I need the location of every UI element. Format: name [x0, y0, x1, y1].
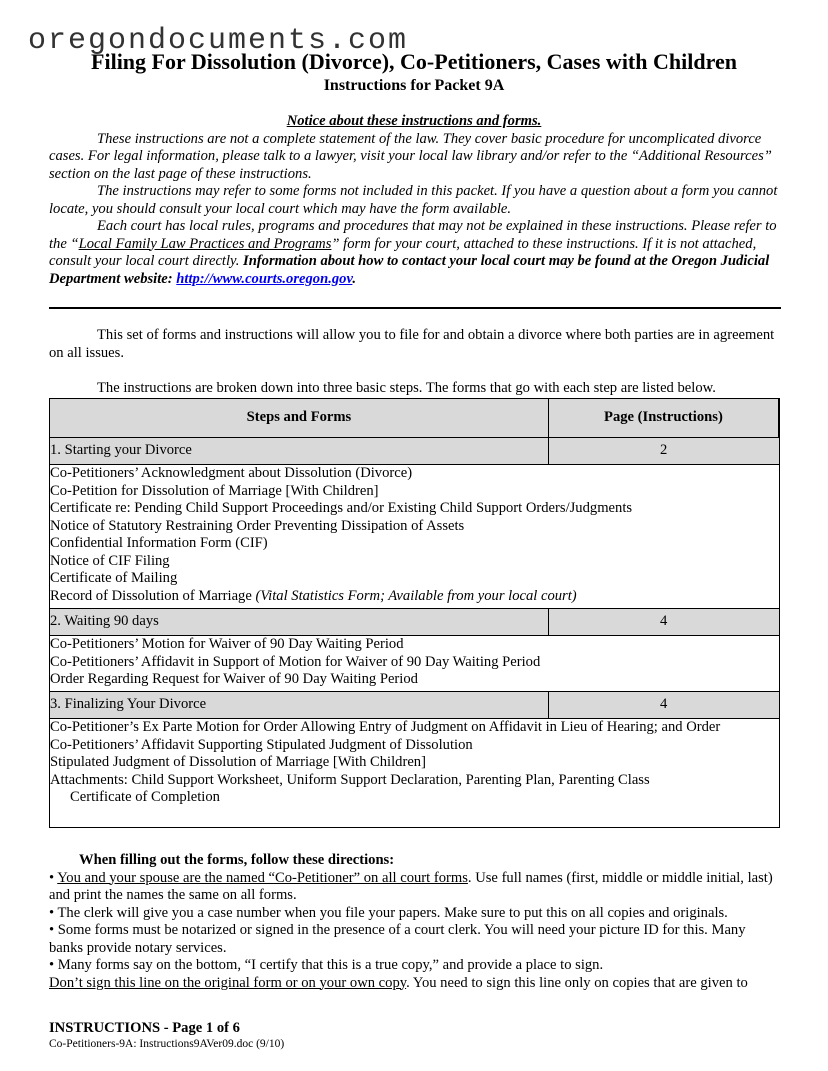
- form-item: Co-Petitioner’s Ex Parte Motion for Order Allowing Entry of Judgment on Affidavit in Lieu of Hearing; and Order: [50, 719, 721, 735]
- direction-item: [49, 975, 779, 993]
- form-item-note: (Vital Statistics Form; Available from your local court): [255, 587, 577, 604]
- notice-heading: Notice about these instructions and forms.: [286, 113, 542, 129]
- form-item: Attachments: Child Support Worksheet, Uniform Support Declaration, Parenting Plan, Parenting Class: [50, 771, 650, 788]
- document-title: Filing For Dissolution (Divorce), Co-Petitioners, Cases with Children: [91, 49, 737, 74]
- form-item: Notice of Statutory Restraining Order Preventing Dissipation of Assets: [50, 517, 465, 534]
- notice-section: [49, 113, 779, 288]
- column-header-steps: Steps and Forms: [50, 399, 549, 438]
- form-item: Certificate re: Pending Child Support Proceedings and/or Existing Child Support Orders/Judgments: [50, 500, 633, 516]
- direction-text: Some forms must be notarized or signed in the presence of a court clerk. You will need your picture ID for this. Many banks provide notary services.: [49, 922, 746, 956]
- direction-item: [49, 957, 779, 975]
- step-label: 2. Waiting 90 days: [50, 609, 549, 636]
- direction-emphasis: Don’t sign this line on the original form or on your own copy: [49, 974, 407, 991]
- form-item: Confidential Information Form (CIF): [50, 535, 268, 551]
- direction-item: [49, 922, 779, 957]
- form-item: Order Regarding Request for Waiver of 90 Day Waiting Period: [50, 671, 418, 687]
- step-label: 1. Starting your Divorce: [50, 438, 549, 465]
- form-item: Certificate of Mailing: [50, 570, 178, 586]
- intro-paragraph-1: This set of forms and instructions will allow you to file for and obtain a divorce where both parties are in agreement on all issues.: [49, 327, 775, 361]
- notice-paragraph-2: The instructions may refer to some forms not included in this packet. If you have a question about a form you cannot locate, you should consult your local court which may have the form available.: [49, 183, 778, 217]
- form-item-continuation: Certificate of Completion: [70, 789, 220, 805]
- step-page: 4: [548, 692, 779, 719]
- bullet-icon: •: [49, 957, 55, 973]
- step-page: 2: [548, 438, 779, 465]
- form-item: Stipulated Judgment of Dissolution of Marriage [With Children]: [50, 754, 426, 770]
- forms-row: [50, 719, 780, 828]
- forms-list: [50, 719, 780, 828]
- section-divider: [49, 307, 781, 309]
- bullet-icon: •: [49, 922, 55, 938]
- form-item-text: Record of Dissolution of Marriage: [50, 587, 256, 604]
- court-contact-info: Information about how to contact your local court may be found at the Oregon Judicial Department website:: [49, 253, 770, 287]
- form-item: Co-Petitioners’ Motion for Waiver of 90 Day Waiting Period: [50, 636, 404, 652]
- watermark: oregondocuments.com: [28, 24, 409, 58]
- forms-list: [50, 465, 780, 609]
- forms-list: [50, 636, 780, 692]
- notice-p3-text-2: ” form for your court, attached to these instructions. If it is not attached, consult your local court directly.: [49, 235, 757, 269]
- document-subtitle: Instructions for Packet 9A: [323, 77, 505, 94]
- direction-item: [49, 905, 779, 923]
- courts-website-link[interactable]: http://www.courts.oregon.gov: [176, 270, 353, 287]
- direction-item: [49, 870, 779, 905]
- bullet-icon: •: [49, 869, 55, 886]
- notice-paragraph-1: These instructions are not a complete statement of the law. They cover basic procedure for uncomplicated divorce cases. For legal information, please talk to a lawyer, visit your local law library and/or refer to the “Additional Resources” section on the last page of these instructions.: [49, 130, 772, 182]
- steps-and-forms-table: [49, 398, 780, 828]
- direction-text: . You need to sign this line only on copies that are given to: [406, 974, 748, 991]
- direction-text: The clerk will give you a case number when you file your papers. Make sure to put this on all copies and originals.: [57, 904, 728, 921]
- form-item: Co-Petition for Dissolution of Marriage [With Children]: [50, 482, 379, 499]
- forms-row: [50, 636, 780, 692]
- footer-page-number: INSTRUCTIONS - Page 1 of 6: [49, 1020, 240, 1036]
- notice-p3-end: .: [352, 270, 357, 287]
- direction-emphasis: You and your spouse are the named “Co-Petitioner” on all court forms: [57, 869, 468, 886]
- notice-p3-text: Each court has local rules, programs and procedures that may not be explained in these instructions. Please refer to the “: [49, 218, 777, 252]
- column-header-page: Page (Instructions): [548, 399, 779, 438]
- forms-row: [50, 465, 780, 609]
- step-row: [50, 609, 780, 636]
- step-page: 4: [548, 609, 779, 636]
- form-item: Notice of CIF Filing: [50, 552, 170, 569]
- footer-file-info: Co-Petitioners-9A: Instructions9AVer09.doc (9/10): [49, 1038, 285, 1050]
- table-header-row: [50, 399, 780, 438]
- notice-paragraph-3: [49, 218, 779, 288]
- intro-paragraph-2: The instructions are broken down into three basic steps. The forms that go with each step are listed below.: [97, 380, 716, 396]
- direction-text: . Use full names (first, middle or middle initial, last) and print the names the same on all forms.: [49, 869, 773, 903]
- direction-text: Many forms say on the bottom, “I certify that this is a true copy,” and provide a place to sign.: [57, 957, 604, 973]
- local-practices-form-name: Local Family Law Practices and Programs: [78, 235, 332, 252]
- form-item: Co-Petitioners’ Affidavit Supporting Stipulated Judgment of Dissolution: [50, 736, 473, 753]
- form-item: Co-Petitioners’ Affidavit in Support of Motion for Waiver of 90 Day Waiting Period: [50, 653, 541, 670]
- step-label: 3. Finalizing Your Divorce: [50, 692, 549, 719]
- bullet-icon: •: [49, 904, 55, 921]
- directions-section: [49, 852, 779, 992]
- form-item: Co-Petitioners’ Acknowledgment about Dissolution (Divorce): [50, 465, 413, 481]
- form-item: [50, 588, 779, 606]
- step-row: [50, 692, 780, 719]
- directions-heading: When filling out the forms, follow these directions:: [79, 852, 395, 868]
- step-row: [50, 438, 780, 465]
